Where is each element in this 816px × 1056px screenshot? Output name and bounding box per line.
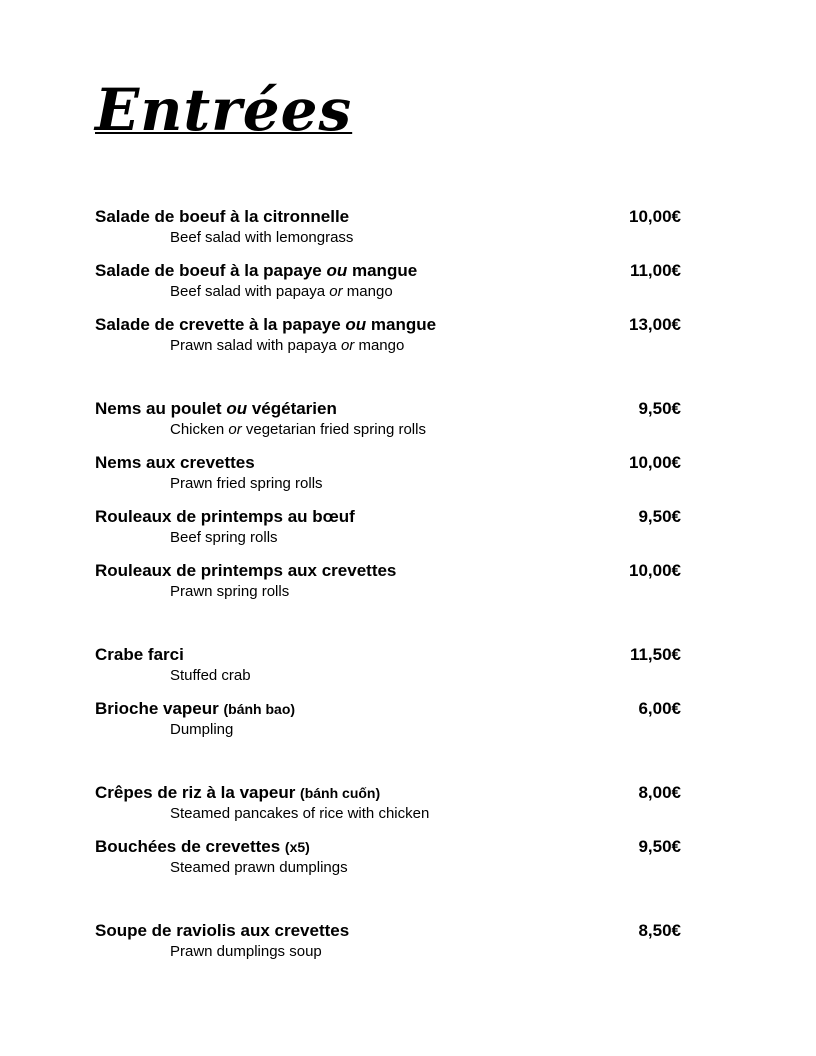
- item-description-part: Prawn fried spring rolls: [170, 475, 323, 492]
- item-description: [170, 228, 353, 248]
- item-name: [95, 835, 310, 859]
- item-name-part: ou: [226, 399, 248, 418]
- item-description-part: or: [228, 421, 242, 438]
- item-description-part: or: [329, 283, 343, 300]
- menu-item: [95, 505, 681, 559]
- item-price: 6,00€: [638, 699, 681, 718]
- item-name: [95, 259, 417, 283]
- item-name-part: Soupe de raviolis aux crevettes: [95, 921, 350, 940]
- item-description-part: Steamed prawn dumplings: [170, 859, 348, 876]
- item-description-part: Prawn salad with papaya: [170, 337, 341, 354]
- menu-list: [95, 205, 681, 1003]
- item-name-part: ou: [326, 261, 348, 280]
- menu-item: [95, 919, 681, 973]
- item-description-part: Stuffed crab: [170, 667, 251, 684]
- item-name: [95, 781, 380, 805]
- menu-item: [95, 781, 681, 835]
- item-description-part: Beef salad with papaya: [170, 283, 330, 300]
- item-description: [170, 474, 323, 494]
- item-name-part: Brioche vapeur: [95, 699, 224, 718]
- item-description-part: Beef spring rolls: [170, 529, 278, 546]
- menu-item: [95, 559, 681, 613]
- item-name: [95, 451, 255, 475]
- item-name-part: Crêpes de riz à la vapeur: [95, 783, 301, 802]
- menu-section: [95, 643, 681, 751]
- item-description: [170, 528, 278, 548]
- item-price: 11,50€: [629, 645, 681, 664]
- item-name-part: Nems au poulet: [95, 399, 227, 418]
- item-name-part: Crabe farci: [95, 645, 184, 664]
- item-description: [170, 582, 289, 602]
- item-price: 9,50€: [638, 507, 681, 526]
- menu-item: [95, 313, 681, 367]
- item-name: [95, 505, 355, 529]
- menu-section: [95, 205, 681, 367]
- item-name-note: (bánh cuốn): [300, 785, 381, 801]
- item-description: [170, 858, 348, 878]
- item-name: [95, 397, 337, 421]
- page-title: Entrées: [95, 76, 353, 144]
- item-price: 10,00€: [629, 561, 681, 580]
- item-description-part: Steamed pancakes of rice with chicken: [170, 805, 430, 822]
- item-name-part: Rouleaux de printemps aux crevettes: [95, 561, 397, 580]
- menu-item: [95, 451, 681, 505]
- item-price: 8,50€: [638, 921, 681, 940]
- menu-item: [95, 643, 681, 697]
- item-price: 9,50€: [638, 399, 681, 418]
- menu-section: [95, 919, 681, 973]
- item-description-part: Chicken: [170, 421, 229, 438]
- item-name-part: Rouleaux de printemps au bœuf: [95, 507, 355, 526]
- item-price: 10,00€: [629, 207, 681, 226]
- item-name-part: mangue: [347, 261, 418, 280]
- item-price: 8,00€: [638, 783, 681, 802]
- item-description: [170, 282, 393, 302]
- item-description-part: vegetarian fried spring rolls: [241, 421, 426, 438]
- item-description-part: Prawn dumplings soup: [170, 943, 322, 960]
- item-name: [95, 919, 349, 943]
- item-name-part: mangue: [366, 315, 437, 334]
- menu-item: [95, 697, 681, 751]
- item-description-part: Beef salad with lemongrass: [170, 229, 354, 246]
- item-description: [170, 942, 322, 962]
- menu-item: [95, 205, 681, 259]
- menu-item: [95, 259, 681, 313]
- item-name-part: Bouchées de crevettes: [95, 837, 285, 856]
- item-description-part: mango: [354, 337, 405, 354]
- item-name: [95, 697, 295, 721]
- item-name: [95, 559, 396, 583]
- item-price: 11,00€: [629, 261, 681, 280]
- item-name-part: végétarien: [247, 399, 337, 418]
- menu-item: [95, 397, 681, 451]
- item-description: [170, 420, 426, 440]
- item-description: [170, 804, 429, 824]
- item-price: 13,00€: [629, 315, 681, 334]
- menu-section: [95, 781, 681, 889]
- item-name-part: Salade de boeuf à la citronnelle: [95, 207, 350, 226]
- item-name-part: Salade de boeuf à la papaye: [95, 261, 327, 280]
- item-description-part: Dumpling: [170, 721, 234, 738]
- item-name-note: (bánh bao): [223, 701, 296, 717]
- item-price: 10,00€: [629, 453, 681, 472]
- item-name-part: Nems aux crevettes: [95, 453, 255, 472]
- menu-item: [95, 835, 681, 889]
- menu-section: [95, 397, 681, 613]
- item-name: [95, 205, 349, 229]
- item-price: 9,50€: [638, 837, 681, 856]
- item-name-part: Salade de crevette à la papaye: [95, 315, 346, 334]
- item-description: [170, 666, 251, 686]
- item-description-part: or: [340, 337, 355, 354]
- item-description-part: mango: [342, 283, 393, 300]
- item-name: [95, 643, 184, 667]
- item-name: [95, 313, 436, 337]
- item-name-part: ou: [345, 315, 367, 334]
- item-description: [170, 336, 404, 356]
- item-name-note: (x5): [284, 839, 310, 855]
- item-description-part: Prawn spring rolls: [170, 583, 290, 600]
- item-description: [170, 720, 233, 740]
